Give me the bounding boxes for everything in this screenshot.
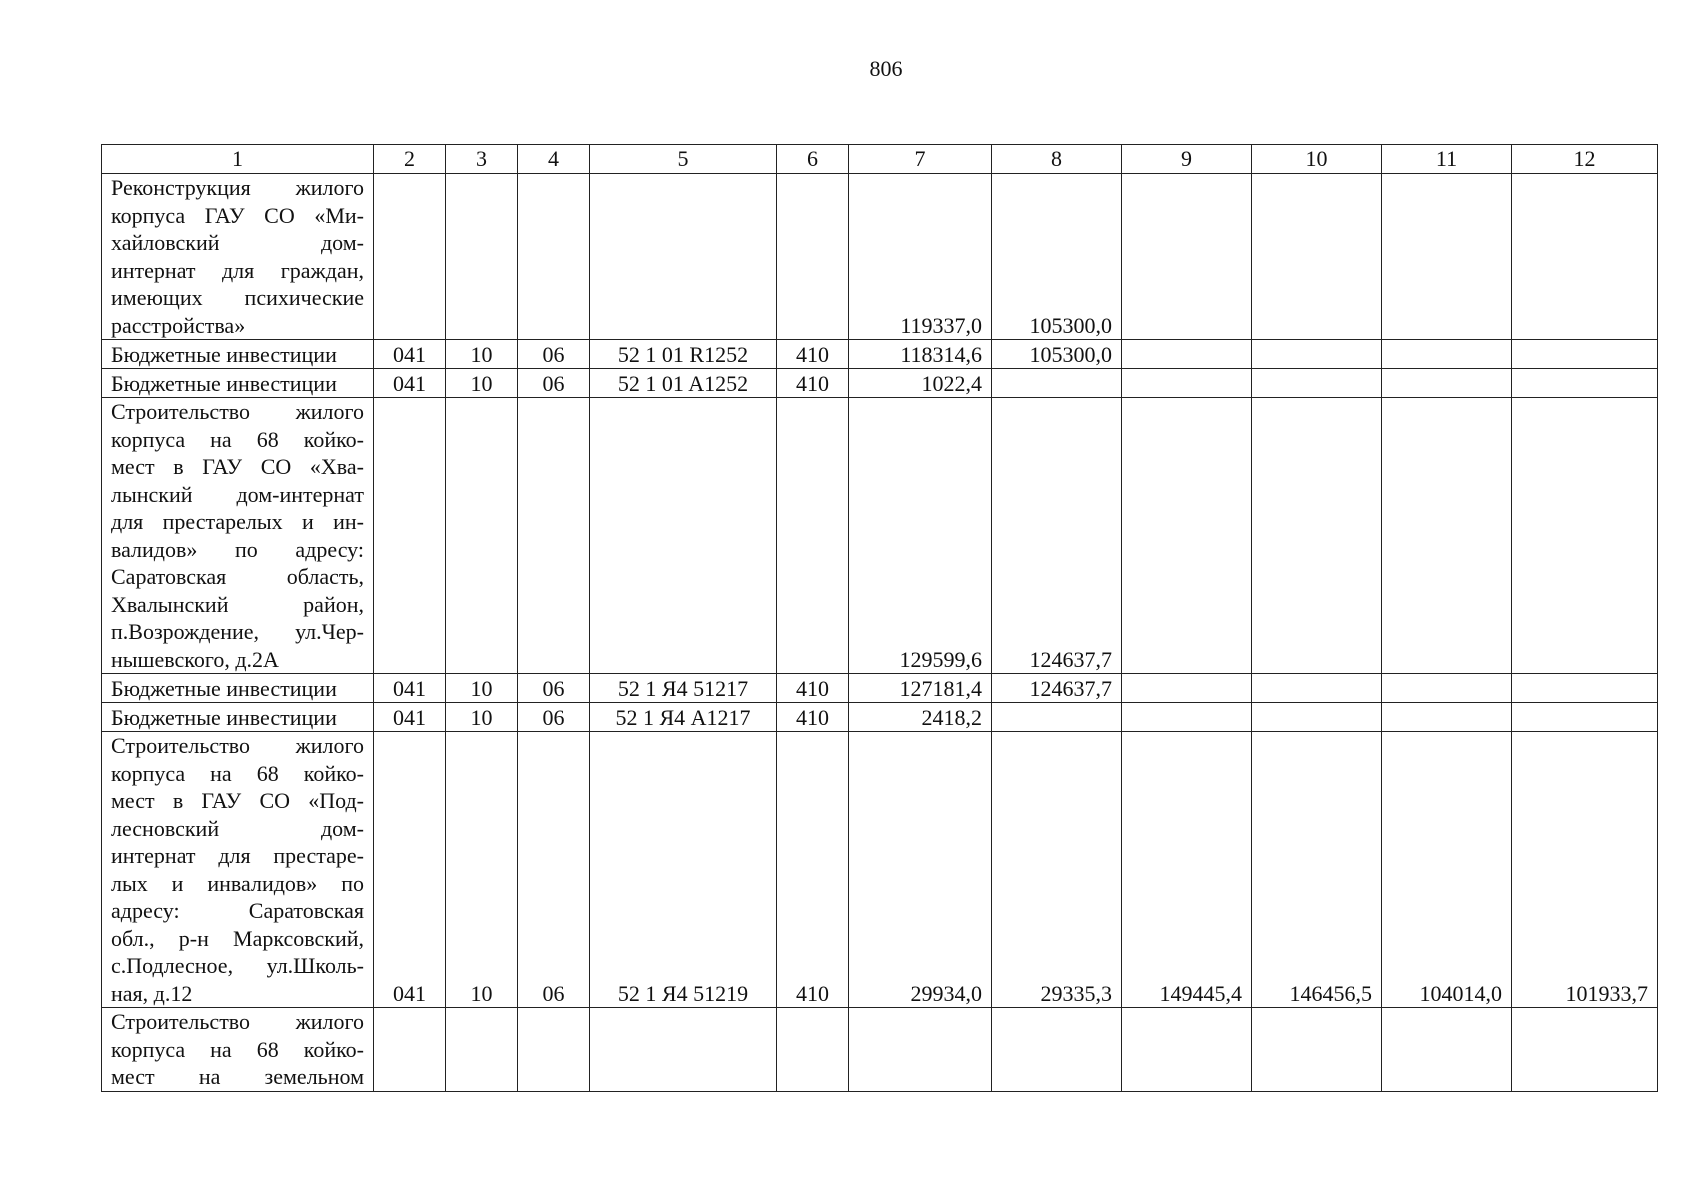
- table-cell: [1512, 174, 1658, 340]
- table-cell: 1022,4: [849, 369, 992, 398]
- table-cell: [374, 1008, 446, 1092]
- description-line: лых и инвалидов» по: [111, 870, 364, 896]
- row-description: [102, 369, 374, 398]
- table-cell: [1122, 174, 1252, 340]
- table-cell: 127181,4: [849, 674, 992, 703]
- table-cell: 410: [777, 703, 849, 732]
- description-line: интернат для граждан,: [111, 257, 364, 283]
- description-line: Хвалынский район,: [111, 591, 364, 617]
- table-cell: 410: [777, 369, 849, 398]
- table-cell: [518, 1008, 590, 1092]
- column-header: 7: [849, 145, 992, 174]
- table-cell: [1382, 174, 1512, 340]
- table-cell: 52 1 Я4 51217: [590, 674, 777, 703]
- table-cell: [1252, 174, 1382, 340]
- table-cell: 06: [518, 674, 590, 703]
- table-cell: [446, 398, 518, 674]
- description-line: Бюджетные инвестиции: [111, 341, 337, 367]
- table-cell: 041: [374, 732, 446, 1008]
- budget-table: [101, 144, 1658, 1092]
- table-cell: [1252, 1008, 1382, 1092]
- table-cell: 124637,7: [992, 398, 1122, 674]
- page-number: 806: [869, 56, 903, 81]
- row-description: [102, 1008, 374, 1092]
- table-row: [102, 1008, 1658, 1092]
- table-cell: 129599,6: [849, 398, 992, 674]
- description-line: Строительство жилого: [111, 399, 364, 424]
- table-cell: [992, 1008, 1122, 1092]
- row-description: [102, 674, 374, 703]
- table-cell: [1122, 398, 1252, 674]
- table-row: [102, 174, 1658, 340]
- table-cell: [1382, 369, 1512, 398]
- table-cell: [1122, 340, 1252, 369]
- column-header: 3: [446, 145, 518, 174]
- description-line: интернат для престаре-: [111, 843, 364, 868]
- table-cell: [992, 703, 1122, 732]
- column-header: 10: [1252, 145, 1382, 174]
- description-line: корпуса на 68 койко-: [111, 426, 364, 452]
- table-cell: 041: [374, 340, 446, 369]
- description-line: расстройства»: [111, 312, 246, 338]
- table-cell: [1252, 340, 1382, 369]
- table-row: [102, 340, 1658, 369]
- column-header-row: [102, 145, 1658, 174]
- description-line: Строительство жилого: [111, 733, 364, 758]
- table-cell: [446, 174, 518, 340]
- table-cell: [1382, 674, 1512, 703]
- table-cell: 10: [446, 732, 518, 1008]
- description-line: мест в ГАУ СО «Под-: [111, 788, 364, 813]
- description-line: с.Подлесное, ул.Школь-: [111, 953, 364, 978]
- column-header: 6: [777, 145, 849, 174]
- table-cell: [590, 398, 777, 674]
- table-cell: [518, 174, 590, 340]
- description-line: ная, д.12: [111, 980, 193, 1006]
- table-cell: 118314,6: [849, 340, 992, 369]
- table-cell: 146456,5: [1252, 732, 1382, 1008]
- column-header: 8: [992, 145, 1122, 174]
- table-row: [102, 398, 1658, 674]
- description-line: п.Возрождение, ул.Чер-: [111, 619, 364, 644]
- table-cell: [1122, 1008, 1252, 1092]
- table-cell: 10: [446, 340, 518, 369]
- table-cell: 06: [518, 369, 590, 398]
- table-cell: [518, 398, 590, 674]
- table-cell: 041: [374, 674, 446, 703]
- column-header: 11: [1382, 145, 1512, 174]
- row-description: [102, 174, 374, 340]
- table-cell: 124637,7: [992, 674, 1122, 703]
- table-cell: 105300,0: [992, 340, 1122, 369]
- table-row: [102, 703, 1658, 732]
- table-cell: 06: [518, 340, 590, 369]
- table-cell: [1382, 1008, 1512, 1092]
- table-cell: [777, 174, 849, 340]
- table-cell: 10: [446, 369, 518, 398]
- table-cell: 52 1 01 R1252: [590, 340, 777, 369]
- table-cell: 52 1 Я4 A1217: [590, 703, 777, 732]
- description-line: мест в ГАУ СО «Хва-: [111, 454, 364, 479]
- table-cell: [1512, 674, 1658, 703]
- table-cell: [1122, 674, 1252, 703]
- table-cell: [590, 1008, 777, 1092]
- table-cell: 2418,2: [849, 703, 992, 732]
- description-line: обл., р-н Марксовский,: [111, 925, 364, 951]
- table-cell: [1122, 369, 1252, 398]
- table-cell: 410: [777, 674, 849, 703]
- table-cell: [446, 1008, 518, 1092]
- description-line: корпуса ГАУ СО «Ми-: [111, 202, 364, 228]
- column-header: 5: [590, 145, 777, 174]
- description-line: Бюджетные инвестиции: [111, 704, 337, 730]
- description-line: корпуса на 68 койко-: [111, 760, 364, 786]
- table-cell: [1382, 398, 1512, 674]
- description-line: имеющих психические: [111, 285, 364, 310]
- table-cell: [1512, 340, 1658, 369]
- description-line: Саратовская область,: [111, 564, 364, 589]
- column-header: 9: [1122, 145, 1252, 174]
- description-line: корпуса на 68 койко-: [111, 1036, 364, 1062]
- table-cell: [1512, 703, 1658, 732]
- table-cell: 29934,0: [849, 732, 992, 1008]
- description-line: адресу: Саратовская: [111, 898, 364, 923]
- description-line: Реконструкция жилого: [111, 175, 364, 200]
- description-line: для престарелых и ин-: [111, 509, 364, 534]
- table-cell: [374, 398, 446, 674]
- column-header: 1: [102, 145, 374, 174]
- table-cell: [590, 174, 777, 340]
- table-cell: [1122, 703, 1252, 732]
- table-cell: [777, 398, 849, 674]
- row-description: [102, 398, 374, 674]
- description-line: валидов» по адресу:: [111, 536, 364, 562]
- description-line: хайловский дом-: [111, 230, 364, 255]
- table-row: [102, 674, 1658, 703]
- table-cell: [1252, 369, 1382, 398]
- description-line: Бюджетные инвестиции: [111, 370, 337, 396]
- table-cell: 104014,0: [1382, 732, 1512, 1008]
- table-cell: 06: [518, 703, 590, 732]
- table-cell: 52 1 01 A1252: [590, 369, 777, 398]
- table-cell: [1382, 703, 1512, 732]
- row-description: [102, 703, 374, 732]
- column-header: 12: [1512, 145, 1658, 174]
- table-cell: 10: [446, 674, 518, 703]
- column-header: 4: [518, 145, 590, 174]
- row-description: [102, 732, 374, 1008]
- table-cell: 041: [374, 369, 446, 398]
- table-cell: 101933,7: [1512, 732, 1658, 1008]
- table-cell: 149445,4: [1122, 732, 1252, 1008]
- table-cell: 52 1 Я4 51219: [590, 732, 777, 1008]
- table-cell: [1382, 340, 1512, 369]
- description-line: лесновский дом-: [111, 815, 364, 841]
- table-cell: [777, 1008, 849, 1092]
- table-cell: 29335,3: [992, 732, 1122, 1008]
- table-cell: [374, 174, 446, 340]
- table-cell: [1252, 703, 1382, 732]
- table-cell: 410: [777, 732, 849, 1008]
- table-cell: [1512, 398, 1658, 674]
- table-cell: 105300,0: [992, 174, 1122, 340]
- table-cell: [1252, 398, 1382, 674]
- table-cell: 041: [374, 703, 446, 732]
- table-row: [102, 732, 1658, 1008]
- description-line: Строительство жилого: [111, 1009, 364, 1034]
- description-line: мест на земельном: [111, 1064, 364, 1089]
- table-cell: [1252, 674, 1382, 703]
- table-cell: [1512, 1008, 1658, 1092]
- table-cell: 10: [446, 703, 518, 732]
- table-cell: 410: [777, 340, 849, 369]
- table-cell: [1512, 369, 1658, 398]
- row-description: [102, 340, 374, 369]
- column-header: 2: [374, 145, 446, 174]
- table-row: [102, 369, 1658, 398]
- table-cell: [849, 1008, 992, 1092]
- table-cell: 119337,0: [849, 174, 992, 340]
- description-line: нышевского, д.2А: [111, 646, 279, 672]
- table-cell: 06: [518, 732, 590, 1008]
- description-line: Бюджетные инвестиции: [111, 675, 337, 701]
- table-cell: [992, 369, 1122, 398]
- description-line: лынский дом-интернат: [111, 481, 364, 507]
